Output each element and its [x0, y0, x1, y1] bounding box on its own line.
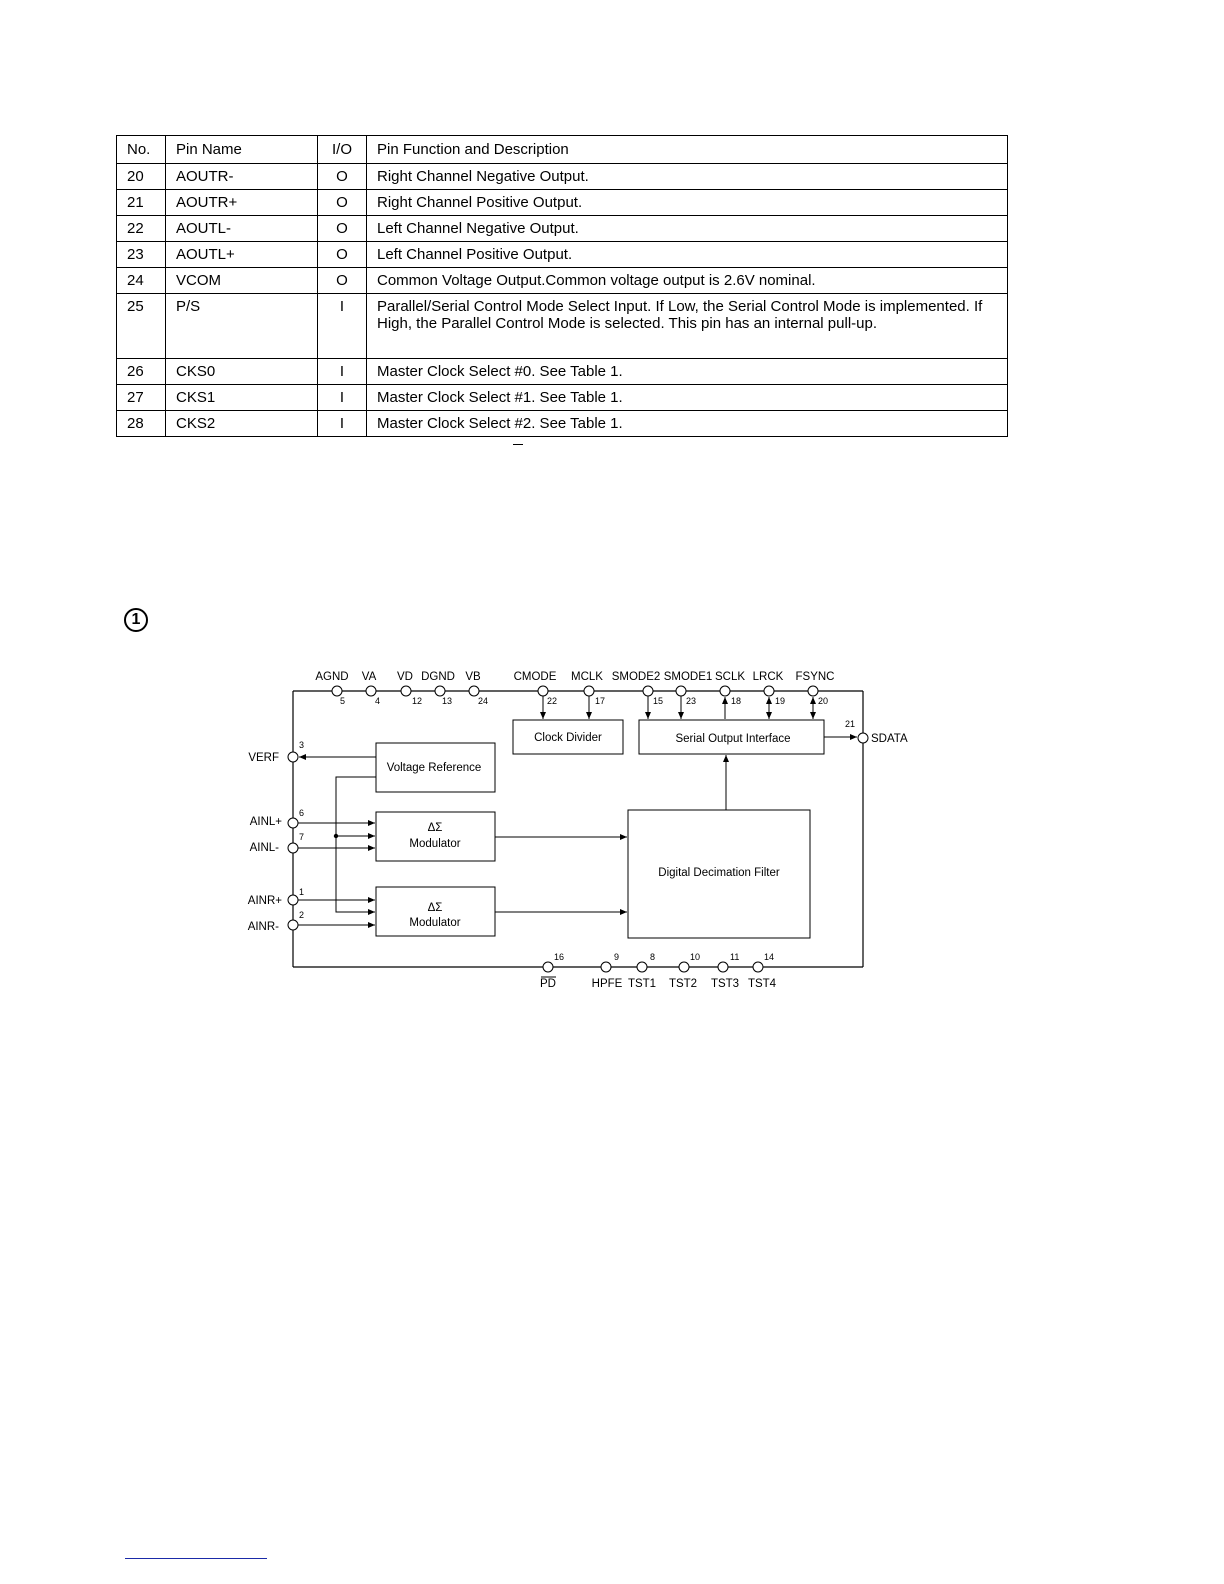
pin-number-lrck: 19 [775, 696, 786, 706]
pin-number-ainr-minus: 2 [299, 910, 305, 920]
pin-number-mclk: 17 [595, 696, 606, 706]
pin-name: CKS2 [166, 411, 318, 437]
pin-circle-lrck [764, 686, 774, 696]
pin-circle-verf [288, 752, 298, 762]
pin-circle-tst2 [679, 962, 689, 972]
pin-circle-tst4 [753, 962, 763, 972]
pin-io: O [318, 242, 367, 268]
pin-number-ainl-plus: 6 [299, 808, 305, 818]
pin-circle-fsync [808, 686, 818, 696]
pin-label-vd: VD [397, 671, 413, 683]
pin-label-tst4: TST4 [747, 978, 777, 990]
pin-number-tst3: 11 [730, 952, 740, 962]
pin-label-pd: PD [540, 978, 556, 990]
clock-divider-label: Clock Divider [534, 732, 602, 744]
pin-number-ainr-plus: 1 [299, 887, 305, 897]
pin-label-hpfe: HPFE [591, 978, 623, 990]
pin-number-tst2: 10 [690, 952, 701, 962]
pin-circle-sdata [858, 733, 868, 743]
pin-number: 25 [117, 294, 166, 359]
pin-description: Master Clock Select #2. See Table 1. [367, 411, 1008, 437]
pin-circle-ainr-plus [288, 895, 298, 905]
pin-label-tst1: TST1 [627, 978, 657, 990]
pin-circle-tst1 [637, 962, 647, 972]
pin-number-vd: 12 [412, 696, 423, 706]
pin-label-vb: VB [465, 671, 481, 683]
delta-sigma-symbol-bottom: ΔΣ [427, 902, 443, 914]
pin-circle-cmode [538, 686, 548, 696]
pin-io: O [318, 190, 367, 216]
pin-label-ainl-plus: AINL+ [249, 816, 282, 828]
pin-label-tst2: TST2 [668, 978, 698, 990]
pin-circle-va [366, 686, 376, 696]
pin-label-ainr-plus: AINR+ [247, 895, 282, 907]
pin-description: Right Channel Negative Output. [367, 164, 1008, 190]
pin-number: 22 [117, 216, 166, 242]
pin-description: Master Clock Select #0. See Table 1. [367, 359, 1008, 385]
pin-number-vb: 24 [478, 696, 489, 706]
pin-number: 24 [117, 268, 166, 294]
pin-circle-vb [469, 686, 479, 696]
pin-name: AOUTL- [166, 216, 318, 242]
pin-description: Left Channel Positive Output. [367, 242, 1008, 268]
header-description: Pin Function and Description [367, 136, 1008, 164]
pin-number-smode1: 23 [686, 696, 697, 706]
pin-name: P/S [166, 294, 318, 359]
pin-number-pd: 16 [554, 952, 565, 962]
pin-io: I [318, 359, 367, 385]
pin-label-mclk: MCLK [571, 671, 603, 683]
table-row [117, 411, 1008, 437]
pin-number: 28 [117, 411, 166, 437]
modulator-top-label: Modulator [409, 838, 461, 850]
pin-number-va: 4 [375, 696, 381, 706]
pin-label-lrck: LRCK [752, 671, 784, 683]
table-row [117, 385, 1008, 411]
pin-number-agnd: 5 [340, 696, 346, 706]
table-row [117, 359, 1008, 385]
pin-circle-pd [543, 962, 553, 972]
modulator-bottom-label: Modulator [409, 917, 461, 929]
header-no: No. [117, 136, 166, 164]
pin-label-tst3: TST3 [710, 978, 740, 990]
pin-circle-hpfe [601, 962, 611, 972]
header-pin-name: Pin Name [166, 136, 318, 164]
pin-io: I [318, 385, 367, 411]
pin-number-sclk: 18 [731, 696, 742, 706]
pin-circle-smode2 [643, 686, 653, 696]
pin-name: CKS0 [166, 359, 318, 385]
pin-number-tst1: 8 [650, 952, 656, 962]
pin-label-va: VA [361, 671, 377, 683]
pin-name: AOUTR- [166, 164, 318, 190]
pin-description: Common Voltage Output.Common voltage output is 2.6V nominal. [367, 268, 1008, 294]
pin-number: 20 [117, 164, 166, 190]
delta-sigma-symbol-top: ΔΣ [427, 822, 443, 834]
table-row [117, 268, 1008, 294]
pin-label-fsync: FSYNC [795, 671, 835, 683]
pin-circle-sclk [720, 686, 730, 696]
pin-circle-ainl-minus [288, 843, 298, 853]
footer-link-underline [125, 1558, 267, 1559]
pin-number-cmode: 22 [547, 696, 558, 706]
pin-circle-smode1 [676, 686, 686, 696]
junction-dot [334, 834, 338, 838]
pin-circle-dgnd [435, 686, 445, 696]
header-io: I/O [318, 136, 367, 164]
pin-name: AOUTL+ [166, 242, 318, 268]
pin-io: O [318, 216, 367, 242]
pin-number-verf: 3 [299, 740, 305, 750]
pin-label-sclk: SCLK [714, 671, 746, 683]
wire-vref-bus [336, 777, 376, 912]
pin-number: 26 [117, 359, 166, 385]
pin-label-cmode: CMODE [513, 671, 557, 683]
modulator-top-block [376, 812, 495, 861]
overbar-mark [513, 444, 523, 445]
pin-label-ainl-minus: AINL- [249, 842, 279, 854]
pin-circle-tst3 [718, 962, 728, 972]
pin-circle-ainr-minus [288, 920, 298, 930]
pin-circle-agnd [332, 686, 342, 696]
pin-name: VCOM [166, 268, 318, 294]
table-row [117, 190, 1008, 216]
pin-circle-vd [401, 686, 411, 696]
pin-label-smode1: SMODE1 [663, 671, 713, 683]
pin-number: 27 [117, 385, 166, 411]
pin-label-dgnd: DGND [421, 671, 455, 683]
digital-decimation-filter-label: Digital Decimation Filter [658, 867, 780, 879]
pin-label-agnd: AGND [315, 671, 349, 683]
pin-io: O [318, 164, 367, 190]
pin-label-smode2: SMODE2 [611, 671, 661, 683]
pin-label-ainr-minus: AINR- [247, 921, 279, 933]
table-row [117, 294, 1008, 359]
serial-output-interface-label: Serial Output Interface [675, 733, 791, 745]
pin-description: Right Channel Positive Output. [367, 190, 1008, 216]
pin-name: AOUTR+ [166, 190, 318, 216]
pin-number: 23 [117, 242, 166, 268]
pin-description: Master Clock Select #1. See Table 1. [367, 385, 1008, 411]
pin-label-sdata: SDATA [871, 733, 908, 745]
pin-description: Parallel/Serial Control Mode Select Input. If Low, the Serial Control Mode is implemented. If High, the Parallel Control Mode is selected. This pin has an internal pull-up. [367, 294, 1008, 359]
pin-circle-mclk [584, 686, 594, 696]
pin-number-ainl-minus: 7 [299, 832, 305, 842]
table-row [117, 242, 1008, 268]
pin-number-smode2: 15 [653, 696, 664, 706]
section-marker-circled-number: 1 [124, 608, 148, 632]
pin-io: I [318, 294, 367, 359]
table-row [117, 216, 1008, 242]
pin-number: 21 [117, 190, 166, 216]
pin-number-sdata: 21 [845, 719, 856, 729]
pin-description: Left Channel Negative Output. [367, 216, 1008, 242]
voltage-reference-label: Voltage Reference [386, 762, 482, 774]
pin-circle-ainl-plus [288, 818, 298, 828]
pin-name: CKS1 [166, 385, 318, 411]
pin-number-tst4: 14 [764, 952, 775, 962]
pin-number-dgnd: 13 [442, 696, 453, 706]
pin-function-table [116, 135, 1008, 437]
pin-number-fsync: 20 [818, 696, 829, 706]
pin-label-verf: VERF [248, 752, 279, 764]
table-header-row [117, 136, 1008, 164]
pin-io: O [318, 268, 367, 294]
table-row [117, 164, 1008, 190]
pin-number-hpfe: 9 [614, 952, 620, 962]
pin-io: I [318, 411, 367, 437]
